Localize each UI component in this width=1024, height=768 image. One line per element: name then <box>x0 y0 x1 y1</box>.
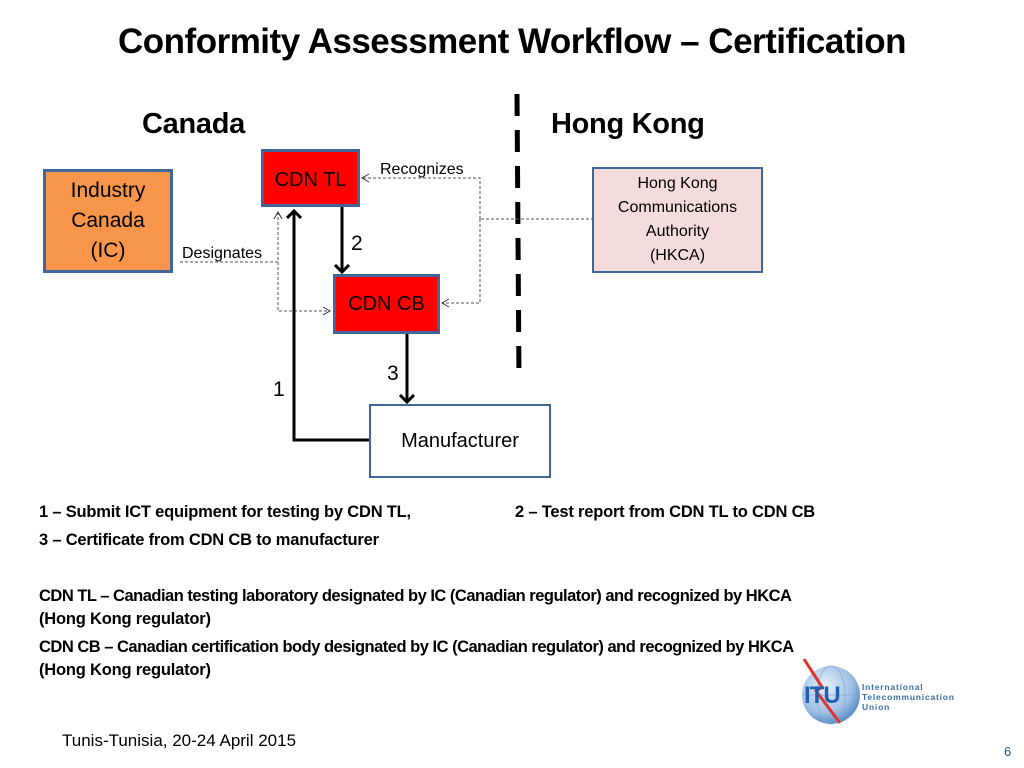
hkca-line1: Hong Kong <box>637 175 718 192</box>
cdn-tl-box <box>261 149 360 207</box>
page-number: 6 <box>1004 744 1012 759</box>
cdn-cb-label: CDN CB <box>348 292 425 315</box>
hkca-box <box>592 167 763 273</box>
step-3-label: 3 <box>387 362 399 385</box>
legend-step-3: 3 – Certificate from CDN CB to manufacturer <box>39 531 379 549</box>
step-1-label: 1 <box>273 378 285 401</box>
cdn-cb-box <box>333 274 440 334</box>
industry-canada-box <box>43 169 173 273</box>
itu-acronym: ITU <box>804 682 840 709</box>
hkca-line4: (HKCA) <box>649 247 706 264</box>
definition-cdn-tl-line2: (Hong Kong regulator) <box>39 610 211 628</box>
itu-line1: International <box>862 682 924 692</box>
hkca-line3: Authority <box>645 223 710 240</box>
legend-step-1: 1 – Submit ICT equipment for testing by CDN TL, <box>39 503 411 521</box>
region-canada-heading: Canada <box>142 108 245 140</box>
recognizes-label: Recognizes <box>380 161 464 178</box>
designates-label: Designates <box>182 245 263 262</box>
definition-cdn-tl-line1: CDN TL – Canadian testing laboratory designated by IC (Canadian regulator) and recognized by HKCA <box>39 587 792 605</box>
manufacturer-label: Manufacturer <box>401 429 519 452</box>
manufacturer-box <box>369 404 551 478</box>
itu-line2: Telecommunication <box>862 692 955 702</box>
country-divider <box>517 94 519 380</box>
footer-location-date: Tunis-Tunisia, 20-24 April 2015 <box>62 731 297 750</box>
definition-cdn-cb-line2: (Hong Kong regulator) <box>39 661 211 679</box>
ic-line3: (IC) <box>90 239 126 262</box>
slide-title: Conformity Assessment Workflow – Certification <box>118 22 906 61</box>
region-hong-kong-heading: Hong Kong <box>551 108 705 140</box>
itu-logo <box>798 657 978 729</box>
step-2-label: 2 <box>351 232 363 255</box>
ic-line2: Canada <box>71 209 145 232</box>
hkca-line2: Communications <box>617 199 738 216</box>
cdn-tl-label: CDN TL <box>274 169 347 191</box>
itu-line3: Union <box>862 702 891 712</box>
ic-line1: Industry <box>70 179 146 202</box>
definition-cdn-cb-line1: CDN CB – Canadian certification body designated by IC (Canadian regulator) and recognized by HKCA <box>39 638 794 656</box>
legend-step-2: 2 – Test report from CDN TL to CDN CB <box>515 503 816 521</box>
